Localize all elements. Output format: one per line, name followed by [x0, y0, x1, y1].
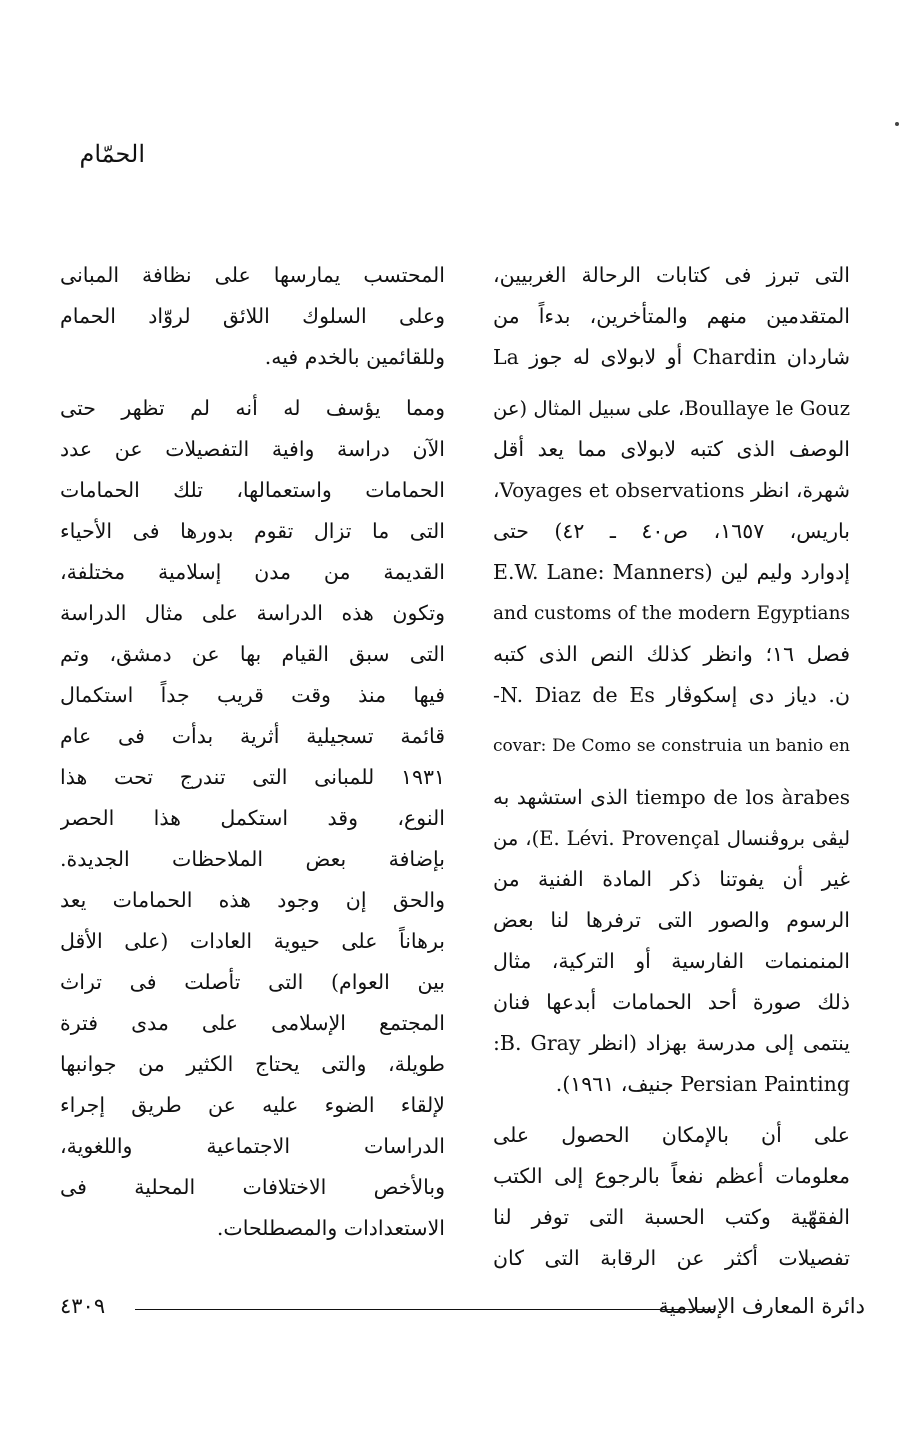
text-line: شاردان Chardin أو لابولاى له جوز La [493, 345, 850, 369]
page-footer [60, 1290, 865, 1326]
text-line: الرسوم والصور التى ترفرها لنا بعض [493, 908, 850, 932]
text-line: الدراسات الاجتماعية واللغوية، [60, 1134, 445, 1158]
text-line: ومما يؤسف له أنه لم تظهر حتى [60, 396, 445, 420]
text-line: tiempo de los àrabes الذى استشهد به [493, 785, 850, 809]
text-line: التى تبرز فى كتابات الرحالة الغربيين، [493, 263, 850, 287]
text-line: المتقدمين منهم والمتأخرين، بدءاً من [493, 304, 850, 328]
text-line: Boullaye le Gouz، على سبيل المثال (عن [493, 397, 850, 420]
text-line: التى ما تزال تقوم بدورها فى الأحياء [60, 519, 445, 543]
text-line: بين العوام) التى تأصلت فى تراث [60, 970, 445, 994]
text-line: وللقائمين بالخدم فيه. [264, 345, 445, 369]
text-line: طويلة، والتى يحتاج الكثير من جوانبها [60, 1052, 445, 1076]
text-line: برهاناً على حيوية العادات (على الأقل [60, 929, 445, 953]
text-line: غير أن يفوتنا ذكر المادة الفنية من [493, 867, 850, 891]
text-line: ذلك صورة أحد الحمامات أبدعها فنان [493, 990, 850, 1014]
text-line: and customs of the modern Egyptians [493, 603, 850, 624]
text-line: المنمنمات الفارسية أو التركية، مثال [493, 949, 850, 973]
text-line: النوع، وقد استكمل هذا الحصر [60, 806, 445, 830]
text-line: قائمة تسجيلية أثرية بدأت فى عام [60, 724, 445, 748]
text-line: القديمة من مدن إسلامية مختلفة، [60, 560, 445, 584]
text-line: فصل ١٦؛ وانظر كذلك النص الذى كتبه [493, 642, 850, 666]
text-line: الآن دراسة وافية التفصيلات عن عدد [60, 437, 445, 461]
text-line: الفقهّية وكتب الحسبة التى توفر لنا [493, 1205, 850, 1229]
text-line: معلومات أعظم نفعاً بالرجوع إلى الكتب [493, 1164, 850, 1188]
text-line: فيها منذ وقت قريب جداً استكمال [60, 683, 445, 707]
text-line: ليڤى بروڤنسال E. Lévi. Provençal)، من [493, 827, 850, 850]
text-line: وبالأخص الاختلافات المحلية فى [60, 1175, 445, 1199]
text-line: المجتمع الإسلامى على مدى فترة [60, 1011, 445, 1035]
text-line: على أن بالإمكان الحصول على [493, 1123, 850, 1147]
text-line: التى سبق القيام بها عن دمشق، وتم [60, 642, 445, 666]
text-line: إدوارد وليم لين (E.W. Lane: Manners [493, 560, 850, 584]
text-line: Persian Painting جنيف، ١٩٦١). [555, 1072, 850, 1096]
text-line: باريس، ١٦٥٧، ص٤٠ ـ ٤٢) حتى [493, 519, 850, 543]
text-line: والحق إن وجود هذه الحمامات يعد [60, 888, 445, 912]
scan-speck [895, 122, 899, 126]
text-line: ن. دياز دى إسكوڤار N. Diaz de Es- [493, 683, 850, 707]
text-line: وعلى السلوك اللائق لروّاد الحمام [60, 304, 445, 328]
text-line: تفصيلات أكثر عن الرقابة التى كان [493, 1246, 850, 1270]
text-column-right [493, 255, 850, 1279]
text-line: الاستعدادات والمصطلحات. [216, 1216, 445, 1240]
text-line: covar: De Como se construia un banio en [493, 736, 850, 756]
text-line: شهرة، انظر Voyages et observations، [493, 478, 850, 502]
text-line: الوصف الذى كتبه لابولاى مما يعد أقل [493, 437, 850, 461]
running-head: الحمّام [79, 140, 145, 168]
text-column-left [60, 255, 445, 1249]
text-line: المحتسب يمارسها على نظافة المبانى [60, 263, 445, 287]
text-line: ١٩٣١ للمبانى التى تندرج تحت هذا [60, 765, 445, 789]
text-line: لإلقاء الضوء عليه عن طريق إجراء [60, 1093, 445, 1117]
text-line: وتكون هذه الدراسة على مثال الدراسة [60, 601, 445, 625]
journal-title: دائرة المعارف الإسلامية [658, 1294, 865, 1318]
footer-rule [135, 1309, 715, 1310]
page-number: ٤٣٠٩ [60, 1294, 106, 1318]
text-line: الحمامات واستعمالها، تلك الحمامات [60, 478, 445, 502]
text-line: بإضافة بعض الملاحظات الجديدة. [60, 847, 445, 871]
text-line: ينتمى إلى مدرسة بهزاد (انظر B. Gray: [493, 1031, 850, 1055]
